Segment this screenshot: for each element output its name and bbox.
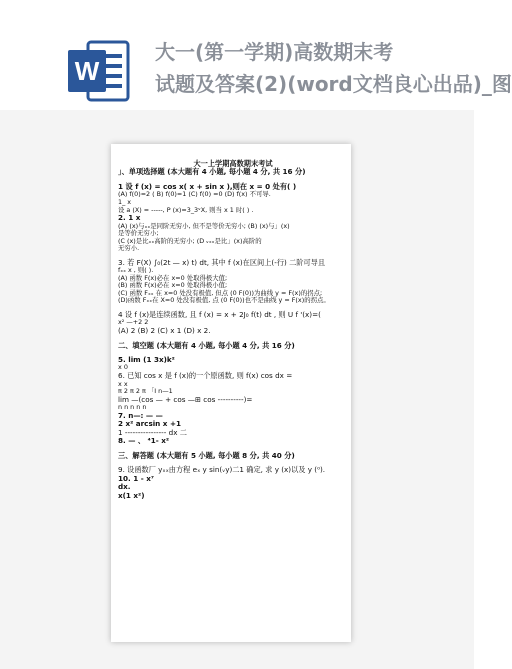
doc-line: π 2 π 2 π 「I n—1 [118, 387, 173, 396]
doc-line: 5. lim (1 3x)k² [118, 354, 175, 364]
doc-line: 1 设 f (x) = cos x( x + sin x ),则在 x = 0 处有( ) [118, 181, 297, 191]
doc-line: 3. 若 F(X) ∫₀(2t — x) t) dt, 其中 f (x)在区间上(-行) 二阶可导且 [118, 257, 326, 267]
doc-line: 是等价无穷小; [118, 229, 159, 238]
doc-line: (A) (x)与ₓₓ是同阶无穷小, 但不是等价无穷小; (B) (x)与」(x) [118, 221, 290, 230]
doc-line: 9. 设函数厂 yₓₓ由方程 eₓ y sin(ᵥy)二1 确定, 求 y (x)以及 y (⁰). [118, 465, 326, 475]
doc-line: dx. [118, 482, 131, 492]
doc-line: 1 ---------------- dx 二 [118, 427, 187, 437]
doc-line: (C) 函数 Fₓₓ 在 x=0 处没有极值, 但点 (0 F(0))为曲线 y = F(x)的拐点; [118, 288, 323, 297]
doc-line: (A) 2 (B) 2 (C) x 1 (D) x 2. [118, 326, 211, 336]
doc-section-2: 二、填空题 (本大题有 4 小题, 每小题 4 分, 共 16 分) [118, 340, 295, 350]
doc-line: 2 x² arcsin x +1 [118, 419, 181, 429]
document-header [0, 0, 512, 110]
doc-line: (A) 函数 F(x)必在 x=0 处取得极大值; [118, 273, 228, 282]
document-content [118, 160, 348, 500]
doc-line: (D)函数 Fₓₓ在 X=0 处没有极值, 点 (0 F(0))也不是曲线 y = F(x)的拐点。 [118, 296, 330, 305]
document-title [155, 36, 512, 100]
svg-text:W: W [74, 56, 100, 86]
doc-section-3: 三、解答题 (本大题有 5 小题, 每小题 8 分, 共 40 分) [118, 450, 295, 460]
doc-line: fₓₓ x , 则( ). [118, 266, 154, 275]
title-line-2: 试题及答案(2)(word文档良心出品)_图 [155, 72, 512, 96]
doc-section-1: 」、单项选择题 (本大题有 4 小题, 每小题 4 分, 共 16 分) [118, 167, 306, 177]
doc-line: lim —(cos — + cos —⊞ cos ----------)= [118, 394, 253, 404]
doc-line: x 0 [118, 363, 128, 372]
doc-line: x² —+2 2 [118, 318, 149, 327]
doc-line: n n n n n [118, 403, 147, 412]
doc-line: 1_ x [118, 198, 132, 206]
doc-line: (A) f(0)=2 ( B) f(0)=1 (C) f(0) =0 (D) f(x) 不可导. [118, 190, 271, 199]
doc-line: 4 设 f (x)是连续函数, 且 f (x) = x + 2J₀ f(t) dt , 则 U f '(x)=( [118, 309, 321, 319]
title-line-1: 大一(第一学期)高数期末考 [155, 40, 394, 64]
doc-line: 8. — 、 ⁴1- x² [118, 436, 170, 446]
doc-line: 设 a (X) = -----, P (x)=3_3ᵛX, 则当 x 1 时( ) . [118, 205, 254, 214]
doc-line: 2. 1 x [118, 213, 141, 223]
doc-line: x x [118, 379, 128, 388]
doc-line: (B) 函数 F(x)必在 x=0 处取得极小值; [118, 281, 228, 290]
word-document-icon [66, 38, 132, 104]
doc-line: 10. 1 - x⁷ [118, 473, 155, 483]
doc-line: x(1 x²) [118, 490, 145, 500]
doc-line: 7. n—: — — [118, 410, 163, 420]
doc-line: 6. 已知 cos x 是 f (x)的一个原函数, 则 f(x) cos dx = [118, 371, 293, 381]
doc-line: (C (x)是比ₓₓ高阶的无穷小; (D ᵥₓₓ是比」(x)高阶的 [118, 236, 262, 245]
doc-heading: 大一上学期高数期末考试 [193, 159, 273, 168]
doc-line: 无穷小. [118, 244, 140, 253]
